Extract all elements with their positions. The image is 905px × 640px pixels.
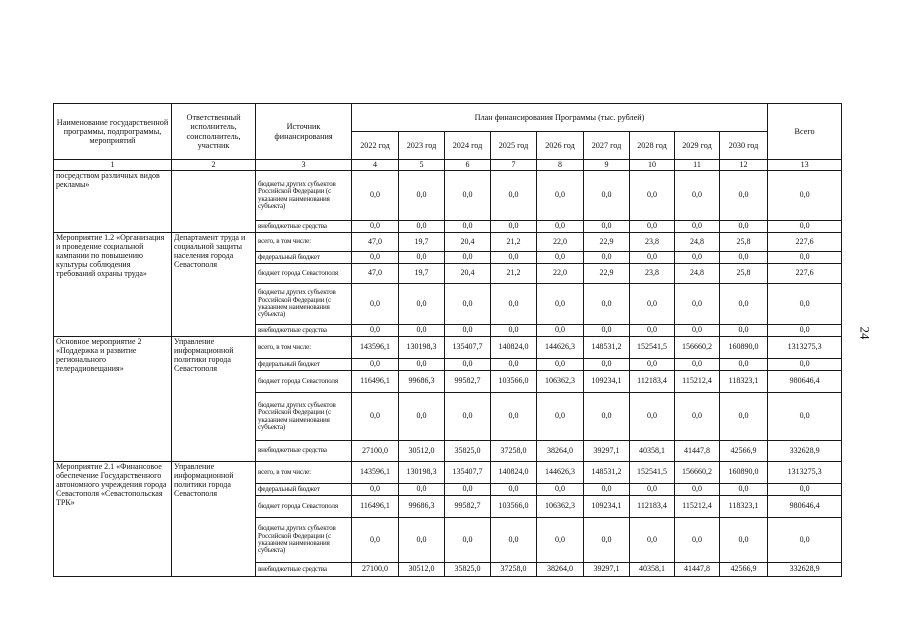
column-number: 9 [584, 160, 630, 171]
year-value: 103566,0 [491, 371, 537, 393]
year-value: 116496,1 [352, 371, 399, 393]
year-value: 0,0 [352, 252, 399, 264]
funding-source: федеральный бюджет [256, 252, 352, 264]
year-value: 0,0 [675, 171, 720, 221]
header-year: 2028 год [630, 132, 675, 160]
year-value: 140824,0 [491, 462, 537, 484]
year-value: 99686,3 [399, 496, 445, 518]
year-value: 0,0 [630, 284, 675, 325]
total-value: 1313275,3 [768, 462, 842, 484]
header-executor: Ответственный исполнитель, соисполнитель, участник [172, 104, 256, 160]
year-value: 40358,1 [630, 441, 675, 462]
year-value: 42566,9 [720, 563, 768, 577]
year-value: 0,0 [491, 252, 537, 264]
year-value: 99582,7 [445, 496, 491, 518]
year-value: 0,0 [720, 393, 768, 441]
year-value: 0,0 [399, 221, 445, 233]
funding-source: бюджет города Севастополя [256, 264, 352, 284]
total-value: 980646,4 [768, 496, 842, 518]
year-value: 0,0 [584, 284, 630, 325]
year-value: 41447,8 [675, 441, 720, 462]
funding-source: всего, в том числе: [256, 462, 352, 484]
column-number: 12 [720, 160, 768, 171]
column-number: 5 [399, 160, 445, 171]
year-value: 39297,1 [584, 441, 630, 462]
year-value: 22,0 [537, 264, 584, 284]
year-value: 0,0 [675, 484, 720, 496]
table-row [54, 462, 842, 484]
year-value: 118323,1 [720, 371, 768, 393]
header-year: 2025 год [491, 132, 537, 160]
year-value: 0,0 [399, 171, 445, 221]
measure-name: Мероприятие 2.1 «Финансовое обеспечение Государственного автономного учреждения города Севастополя «Севастопольская ТРК» [54, 462, 172, 577]
year-value: 0,0 [675, 518, 720, 563]
year-value: 0,0 [630, 359, 675, 371]
funding-source: федеральный бюджет [256, 359, 352, 371]
year-value: 0,0 [399, 518, 445, 563]
year-value: 35825,0 [445, 563, 491, 577]
year-value: 19,7 [399, 264, 445, 284]
year-value: 0,0 [537, 171, 584, 221]
year-value: 0,0 [675, 393, 720, 441]
year-value: 106362,3 [537, 496, 584, 518]
year-value: 143596,1 [352, 337, 399, 359]
column-number: 1 [54, 160, 172, 171]
funding-source: внебюджетные средства [256, 441, 352, 462]
year-value: 0,0 [445, 518, 491, 563]
column-number: 8 [537, 160, 584, 171]
year-value: 0,0 [445, 221, 491, 233]
year-value: 0,0 [399, 359, 445, 371]
year-value: 0,0 [584, 359, 630, 371]
column-number: 6 [445, 160, 491, 171]
year-value: 27100,0 [352, 441, 399, 462]
year-value: 0,0 [491, 171, 537, 221]
header-year: 2023 год [399, 132, 445, 160]
total-value: 0,0 [768, 252, 842, 264]
year-value: 41447,8 [675, 563, 720, 577]
year-value: 25,8 [720, 264, 768, 284]
year-value: 0,0 [630, 252, 675, 264]
year-value: 0,0 [352, 518, 399, 563]
responsible-executor: Департамент труда и социальной защиты населения города Севастополя [172, 233, 256, 337]
year-value: 47,0 [352, 264, 399, 284]
year-value: 20,4 [445, 264, 491, 284]
year-value: 140824,0 [491, 337, 537, 359]
column-number: 2 [172, 160, 256, 171]
year-value: 112183,4 [630, 371, 675, 393]
year-value: 109234,1 [584, 496, 630, 518]
year-value: 0,0 [445, 359, 491, 371]
year-value: 0,0 [537, 284, 584, 325]
year-value: 160890,0 [720, 337, 768, 359]
year-value: 0,0 [537, 359, 584, 371]
header-year: 2030 год [720, 132, 768, 160]
total-value: 332628,9 [768, 563, 842, 577]
year-value: 39297,1 [584, 563, 630, 577]
year-value: 0,0 [720, 518, 768, 563]
year-value: 118323,1 [720, 496, 768, 518]
header-source: Источник финансирования [256, 104, 352, 160]
total-value: 332628,9 [768, 441, 842, 462]
total-value: 227,6 [768, 264, 842, 284]
total-value: 0,0 [768, 518, 842, 563]
year-value: 0,0 [584, 518, 630, 563]
header-year: 2029 год [675, 132, 720, 160]
year-value: 143596,1 [352, 462, 399, 484]
column-number: 10 [630, 160, 675, 171]
column-number: 13 [768, 160, 842, 171]
funding-source: бюджет города Севастополя [256, 371, 352, 393]
funding-source: бюджеты других субъектов Российской Федерации (с указанием наименования субъекта) [256, 171, 352, 221]
responsible-executor: Управление информационной политики города Севастополя [172, 462, 256, 577]
total-value: 0,0 [768, 359, 842, 371]
year-value: 115212,4 [675, 371, 720, 393]
year-value: 0,0 [352, 221, 399, 233]
funding-source: федеральный бюджет [256, 484, 352, 496]
year-value: 21,2 [491, 233, 537, 252]
year-value: 0,0 [352, 171, 399, 221]
year-value: 30512,0 [399, 563, 445, 577]
year-value: 0,0 [584, 484, 630, 496]
year-value: 0,0 [399, 484, 445, 496]
year-value: 0,0 [445, 393, 491, 441]
year-value: 0,0 [720, 252, 768, 264]
total-value: 0,0 [768, 484, 842, 496]
year-value: 0,0 [720, 325, 768, 337]
year-value: 0,0 [675, 359, 720, 371]
funding-source: всего, в том числе: [256, 337, 352, 359]
total-value: 227,6 [768, 233, 842, 252]
year-value: 23,8 [630, 233, 675, 252]
year-value: 116496,1 [352, 496, 399, 518]
total-value: 0,0 [768, 171, 842, 221]
header-plan: План финансирования Программы (тыс. рублей) [352, 104, 768, 132]
header-year: 2022 год [352, 132, 399, 160]
year-value: 0,0 [720, 484, 768, 496]
year-value: 130198,3 [399, 337, 445, 359]
year-value: 0,0 [399, 393, 445, 441]
funding-source: бюджеты других субъектов Российской Федерации (с указанием наименования субъекта) [256, 284, 352, 325]
year-value: 0,0 [584, 393, 630, 441]
year-value: 37258,0 [491, 563, 537, 577]
header-year: 2024 год [445, 132, 491, 160]
funding-source: внебюджетные средства [256, 221, 352, 233]
year-value: 22,0 [537, 233, 584, 252]
year-value: 0,0 [537, 393, 584, 441]
year-value: 0,0 [537, 518, 584, 563]
year-value: 156660,2 [675, 337, 720, 359]
total-value: 0,0 [768, 325, 842, 337]
total-value: 1313275,3 [768, 337, 842, 359]
funding-source: внебюджетные средства [256, 563, 352, 577]
year-value: 0,0 [675, 221, 720, 233]
year-value: 106362,3 [537, 371, 584, 393]
year-value: 0,0 [675, 252, 720, 264]
year-value: 0,0 [537, 252, 584, 264]
year-value: 0,0 [720, 221, 768, 233]
year-value: 0,0 [630, 171, 675, 221]
year-value: 0,0 [352, 359, 399, 371]
table-body [54, 171, 842, 577]
total-value: 0,0 [768, 393, 842, 441]
year-value: 0,0 [630, 518, 675, 563]
year-value: 135407,7 [445, 462, 491, 484]
year-value: 20,4 [445, 233, 491, 252]
year-value: 40358,1 [630, 563, 675, 577]
year-value: 0,0 [630, 221, 675, 233]
year-value: 103566,0 [491, 496, 537, 518]
table-row [54, 337, 842, 359]
column-number: 3 [256, 160, 352, 171]
year-value: 0,0 [399, 284, 445, 325]
year-value: 112183,4 [630, 496, 675, 518]
year-value: 160890,0 [720, 462, 768, 484]
year-value: 0,0 [352, 393, 399, 441]
year-value: 144626,3 [537, 462, 584, 484]
year-value: 0,0 [352, 284, 399, 325]
year-value: 144626,3 [537, 337, 584, 359]
year-value: 0,0 [445, 284, 491, 325]
year-value: 0,0 [675, 284, 720, 325]
funding-source: бюджеты других субъектов Российской Федерации (с указанием наименования субъекта) [256, 518, 352, 563]
year-value: 152541,5 [630, 462, 675, 484]
page-number: 24 [857, 326, 873, 340]
header-year: 2026 год [537, 132, 584, 160]
year-value: 0,0 [584, 325, 630, 337]
year-value: 0,0 [584, 252, 630, 264]
responsible-executor: Управление информационной политики города Севастополя [172, 337, 256, 462]
year-value: 0,0 [537, 325, 584, 337]
year-value: 0,0 [445, 484, 491, 496]
year-value: 0,0 [445, 252, 491, 264]
year-value: 0,0 [537, 484, 584, 496]
total-value: 0,0 [768, 221, 842, 233]
year-value: 24,8 [675, 264, 720, 284]
year-value: 0,0 [491, 484, 537, 496]
total-value: 0,0 [768, 284, 842, 325]
year-value: 21,2 [491, 264, 537, 284]
column-number: 7 [491, 160, 537, 171]
measure-name: посредством различных видов рекламы» [54, 171, 172, 233]
year-value: 115212,4 [675, 496, 720, 518]
year-value: 99686,3 [399, 371, 445, 393]
year-value: 22,9 [584, 264, 630, 284]
year-value: 0,0 [491, 284, 537, 325]
table-row [54, 233, 842, 252]
year-value: 0,0 [630, 393, 675, 441]
year-value: 109234,1 [584, 371, 630, 393]
funding-source: бюджеты других субъектов Российской Федерации (с указанием наименования субъекта) [256, 393, 352, 441]
year-value: 0,0 [399, 325, 445, 337]
funding-source: внебюджетные средства [256, 325, 352, 337]
year-value: 0,0 [491, 221, 537, 233]
column-number: 4 [352, 160, 399, 171]
year-value: 0,0 [675, 325, 720, 337]
year-value: 0,0 [720, 359, 768, 371]
year-value: 135407,7 [445, 337, 491, 359]
year-value: 0,0 [491, 325, 537, 337]
measure-name: Мероприятие 1.2 «Организация и проведение социальной кампании по повышению культуры соблюдения требований охраны труда» [54, 233, 172, 337]
header-name: Наименование государственной программы, подпрограммы, мероприятий [54, 104, 172, 160]
total-value: 980646,4 [768, 371, 842, 393]
year-value: 42566,9 [720, 441, 768, 462]
year-value: 0,0 [537, 221, 584, 233]
header-year: 2027 год [584, 132, 630, 160]
year-value: 148531,2 [584, 337, 630, 359]
year-value: 30512,0 [399, 441, 445, 462]
year-value: 38264,0 [537, 563, 584, 577]
year-value: 0,0 [584, 171, 630, 221]
year-value: 0,0 [491, 393, 537, 441]
year-value: 19,7 [399, 233, 445, 252]
year-value: 27100,0 [352, 563, 399, 577]
year-value: 148531,2 [584, 462, 630, 484]
year-value: 0,0 [584, 221, 630, 233]
funding-source: бюджет города Севастополя [256, 496, 352, 518]
year-value: 37258,0 [491, 441, 537, 462]
year-value: 24,8 [675, 233, 720, 252]
year-value: 130198,3 [399, 462, 445, 484]
year-value: 99582,7 [445, 371, 491, 393]
year-value: 35825,0 [445, 441, 491, 462]
year-value: 0,0 [445, 171, 491, 221]
year-value: 156660,2 [675, 462, 720, 484]
year-value: 152541,5 [630, 337, 675, 359]
year-value: 23,8 [630, 264, 675, 284]
year-value: 0,0 [399, 252, 445, 264]
year-value: 22,9 [584, 233, 630, 252]
year-value: 0,0 [491, 518, 537, 563]
year-value: 47,0 [352, 233, 399, 252]
responsible-executor [172, 171, 256, 233]
table-row [54, 171, 842, 221]
year-value: 0,0 [630, 325, 675, 337]
column-number: 11 [675, 160, 720, 171]
year-value: 0,0 [352, 325, 399, 337]
year-value: 25,8 [720, 233, 768, 252]
year-value: 0,0 [720, 171, 768, 221]
year-value: 0,0 [445, 325, 491, 337]
year-value: 38264,0 [537, 441, 584, 462]
year-value: 0,0 [630, 484, 675, 496]
header-total: Всего [768, 104, 842, 160]
financing-table [53, 103, 842, 577]
year-value: 0,0 [720, 284, 768, 325]
year-value: 0,0 [491, 359, 537, 371]
funding-source: всего, в том числе: [256, 233, 352, 252]
measure-name: Основное мероприятие 2 «Поддержка и развитие регионального телерадиовещания» [54, 337, 172, 462]
year-value: 0,0 [352, 484, 399, 496]
